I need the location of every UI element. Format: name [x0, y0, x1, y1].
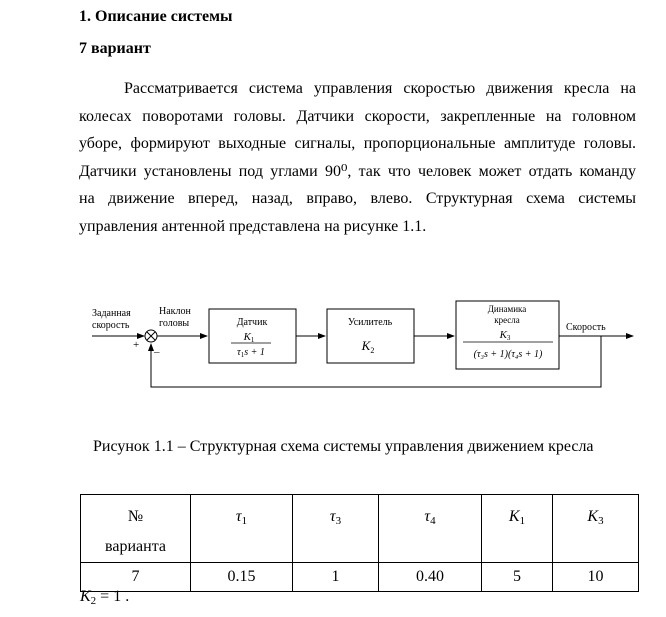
header-variant-number: №	[127, 508, 144, 525]
dynamics-title: Динамика	[487, 304, 527, 314]
table-row	[81, 563, 639, 592]
amplifier-title: Усилитель	[347, 317, 393, 328]
header-tau4: $\tau_4$	[379, 495, 482, 563]
input-label: Заданная	[92, 308, 131, 319]
variant-heading: 7 вариант	[79, 40, 151, 57]
amplifier-block	[327, 309, 414, 363]
table-cell: 1	[293, 563, 379, 592]
header-k3: $K_3$	[553, 495, 639, 563]
input-label: скорость	[92, 320, 130, 331]
table-header-row	[81, 495, 639, 563]
description-paragraph	[79, 75, 636, 241]
section-heading: 1. Описание системы	[79, 8, 233, 25]
header-variant-word: варианта	[105, 538, 166, 555]
paragraph-line: Рассматривается система управления скоростью движения кресла на	[124, 80, 636, 97]
dynamics-block	[456, 301, 559, 369]
header-variant	[81, 495, 191, 563]
amplifier-gain: $K_2$	[361, 338, 375, 355]
minus-sign: –	[154, 346, 160, 358]
table-cell: 5	[482, 563, 553, 592]
parameters-table	[80, 494, 639, 592]
block-diagram	[0, 288, 666, 398]
summing-junction	[145, 330, 157, 342]
tilt-label: головы	[159, 318, 190, 329]
plus-sign: +	[133, 339, 140, 351]
header-tau3: $\tau_3$	[293, 495, 379, 563]
sensor-block	[209, 309, 296, 363]
figure-caption: Рисунок 1.1 – Структурная схема системы управления движением кресла	[93, 438, 594, 455]
sensor-denominator: $\tau_1s + 1$	[237, 347, 265, 359]
dynamics-denominator: (τ₃s + 1)(τ₄s + 1)	[473, 349, 543, 360]
paragraph-line: колесах поворотами головы. Датчики скорости, закрепленные на головном	[79, 107, 636, 125]
paragraph-line: Датчики установлены под углами 90⁰, так что человек может отдать команду	[79, 162, 636, 180]
header-tau1: $\tau_1$	[191, 495, 293, 563]
sensor-title: Датчик	[236, 317, 268, 328]
table-cell: 10	[553, 563, 639, 592]
output-label: Скорость	[566, 322, 606, 333]
header-k1: $K_1$	[482, 495, 553, 563]
sensor-numerator: K1	[243, 331, 255, 344]
paragraph-line: управления антенной представлена на рисунке 1.1.	[79, 217, 427, 235]
table-cell: 0.40	[379, 563, 482, 592]
k2-note: $K_2 = 1$ .	[80, 588, 130, 607]
dynamics-title: кресла	[494, 315, 520, 325]
table-cell: 0.15	[191, 563, 293, 592]
paragraph-line: на движение вперед, назад, вправо, влево. Структурная схема системы	[79, 190, 636, 208]
paragraph-line: уборе, формируют выходные сигналы, пропорциональные амплитуде головы.	[79, 135, 636, 153]
tilt-label: Наклон	[159, 306, 191, 317]
table-cell: 7	[81, 563, 191, 592]
dynamics-numerator: K3	[499, 329, 511, 342]
